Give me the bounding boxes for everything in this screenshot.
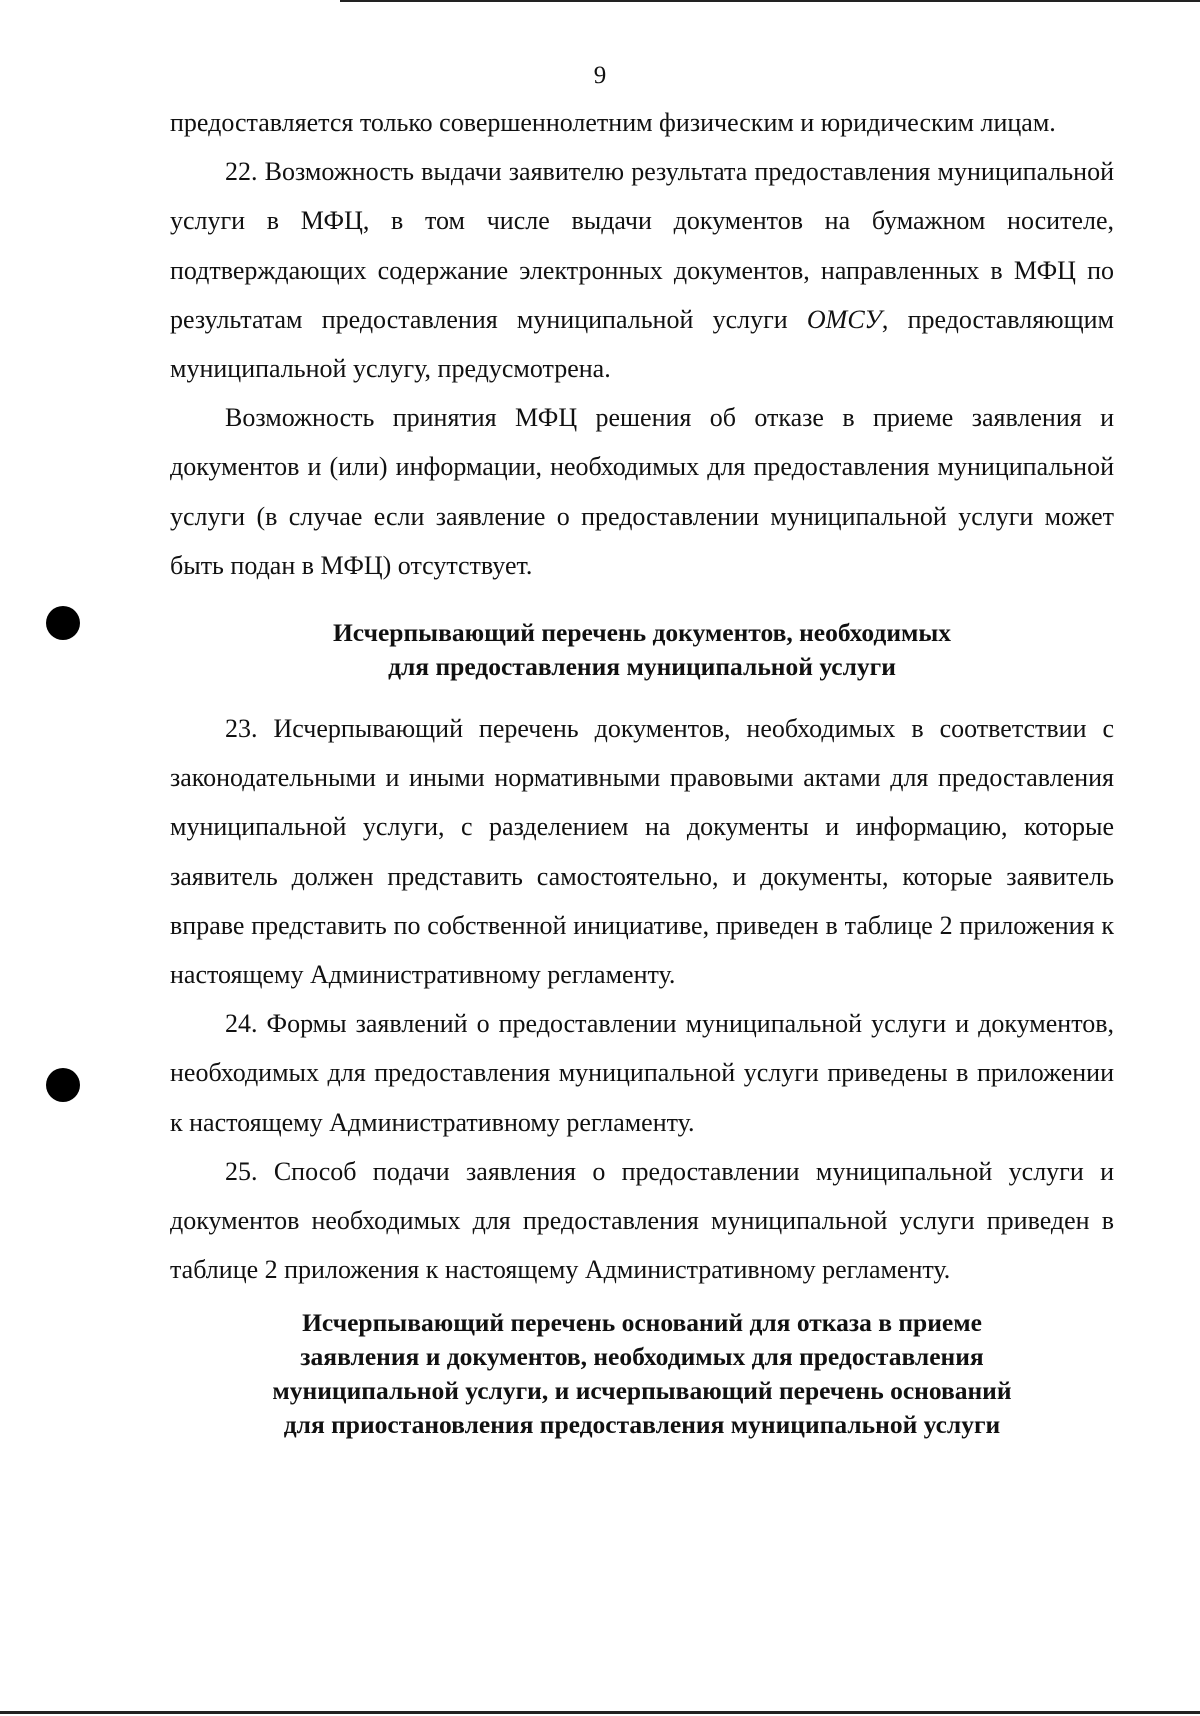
paragraph-24: 24. Формы заявлений о предоставлении муниципальной услуги и документов, необходимых для предоставления муниципальной услуги приведены в приложении к настоящему Административному регламенту. (170, 1009, 1114, 1137)
paragraph-22-text: 22. Возможность выдачи заявителю результата предоставления муниципальной услуги в МФЦ, в том числе выдачи документов на бумажном носителе, подтверждающих содержание электронных документов, направленных в МФЦ по результатам предоставления муниципальной услуги (170, 157, 1114, 334)
section-heading-refusal-grounds (170, 1306, 1114, 1442)
section-heading-refusal-line1: Исчерпывающий перечень оснований для отказа в приеме (302, 1308, 982, 1338)
paragraph-mfc-refusal: Возможность принятия МФЦ решения об отказе в приеме заявления и документов и (или) информации, необходимых для предоставления муниципальной услуги (в случае если заявление о предоставлении муниципальной услуги может быть подан в МФЦ) отсутствует. (170, 403, 1114, 580)
paragraph-22 (170, 147, 1114, 393)
punch-hole-lower (46, 1068, 80, 1102)
scan-edge-bottom (0, 1711, 1200, 1714)
section-heading-refusal-line2: заявления и документов, необходимых для предоставления (300, 1342, 984, 1372)
section-heading-refusal-line4: для приостановления предоставления муниципальной услуги (283, 1410, 1001, 1440)
paragraph-23: 23. Исчерпывающий перечень документов, необходимых в соответствии с законодательными и иными нормативными правовыми актами для предоставления муниципальной услуги, с разделением на документы и информацию, которые заявитель должен представить самостоятельно, и документы, которые заявитель вправе представить по собственной инициативе, приведен в таблице 2 приложения к настоящему Административному регламенту. (170, 714, 1114, 990)
section-heading-documents-line2: для предоставления муниципальной услуги (388, 652, 896, 682)
section-heading-refusal-line3: муниципальной услуги, и исчерпывающий перечень оснований (272, 1376, 1012, 1406)
section-heading-documents-line1: Исчерпывающий перечень документов, необходимых (332, 618, 952, 648)
page-number: 9 (593, 62, 607, 89)
paragraph-22-tail: , предоставляющим муниципальной услугу, предусмотрена. (170, 304, 1114, 384)
punch-hole-upper (46, 606, 80, 640)
section-heading-documents (170, 616, 1114, 684)
paragraph-22-italic: ОМСУ (806, 304, 882, 334)
document-body (170, 98, 1114, 1442)
paragraph-intro: предоставляется только совершеннолетним физическим и юридическим лицам. (170, 108, 1056, 137)
scan-edge-top (340, 0, 1200, 2)
paragraph-25: 25. Способ подачи заявления о предоставлении муниципальной услуги и документов необходимых для предоставления муниципальной услуги приведен в таблице 2 приложения к настоящему Административному регламенту. (170, 1156, 1114, 1285)
